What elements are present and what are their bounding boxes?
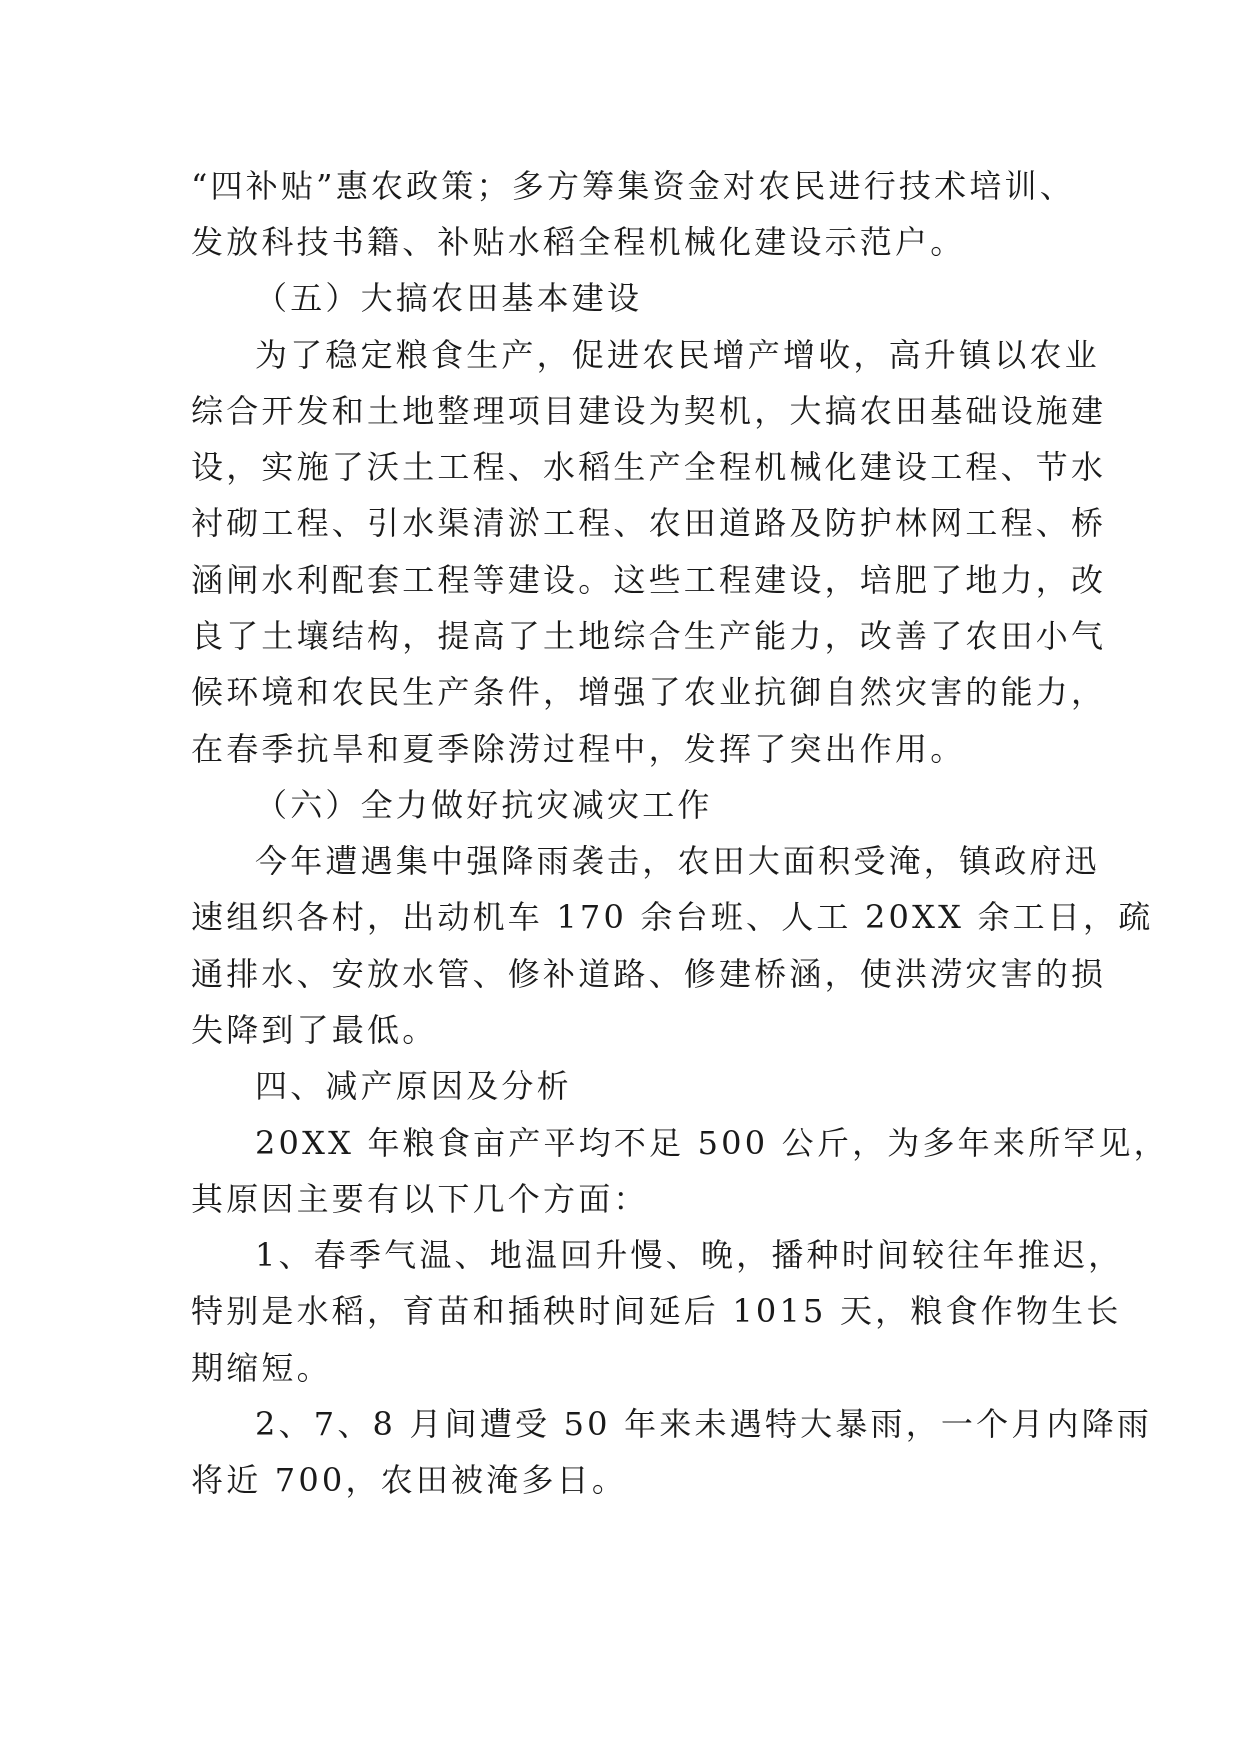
paragraph-first-line: 2、7、8 月间遭受 50 年来未遇特大暴雨，一个月内降雨 [255, 1405, 1153, 1443]
text-line: 涵闸水利配套工程等建设。这些工程建设，培肥了地力，改 [191, 561, 1107, 599]
text-line: 将近 700，农田被淹多日。 [191, 1461, 628, 1499]
text-line: 速组织各村，出动机车 170 余台班、人工 20XX 余工日，疏 [191, 898, 1154, 936]
text-line: 期缩短。 [191, 1349, 332, 1387]
paragraph-first-line: 今年遭遇集中强降雨袭击，农田大面积受淹，镇政府迅 [255, 842, 1100, 880]
text-line: 设，实施了沃土工程、水稻生产全程机械化建设工程、节水 [191, 448, 1107, 486]
text-line: 在春季抗旱和夏季除涝过程中，发挥了突出作用。 [191, 730, 966, 768]
text-line: “四补贴”惠农政策；多方筹集资金对农民进行技术培训、 [191, 167, 1075, 205]
text-line: 通排水、安放水管、修补道路、修建桥涵，使洪涝灾害的损 [191, 955, 1107, 993]
section-heading: （五）大搞农田基本建设 [255, 279, 643, 317]
paragraph-first-line: 1、春季气温、地温回升慢、晚，播种时间较往年推迟， [255, 1236, 1124, 1274]
paragraph-first-line: 为了稳定粮食生产，促进农民增产增收，高升镇以农业 [255, 336, 1100, 374]
text-line: 发放科技书籍、补贴水稻全程机械化建设示范户。 [191, 223, 966, 261]
section-heading: 四、减产原因及分析 [255, 1067, 572, 1105]
text-line: 良了土壤结构，提高了土地综合生产能力，改善了农田小气 [191, 617, 1107, 655]
text-line: 综合开发和土地整理项目建设为契机，大搞农田基础设施建 [191, 392, 1107, 430]
text-line: 失降到了最低。 [191, 1011, 438, 1049]
paragraph-first-line: 20XX 年粮食亩产平均不足 500 公斤，为多年来所罕见， [255, 1124, 1169, 1162]
text-line: 其原因主要有以下几个方面： [191, 1180, 649, 1218]
text-line: 衬砌工程、引水渠清淤工程、农田道路及防护林网工程、桥 [191, 504, 1107, 542]
section-heading: （六）全力做好抗灾减灾工作 [255, 786, 713, 824]
text-line: 特别是水稻，育苗和插秧时间延后 1015 天，粮食作物生长 [191, 1292, 1122, 1330]
text-line: 候环境和农民生产条件，增强了农业抗御自然灾害的能力， [191, 673, 1107, 711]
